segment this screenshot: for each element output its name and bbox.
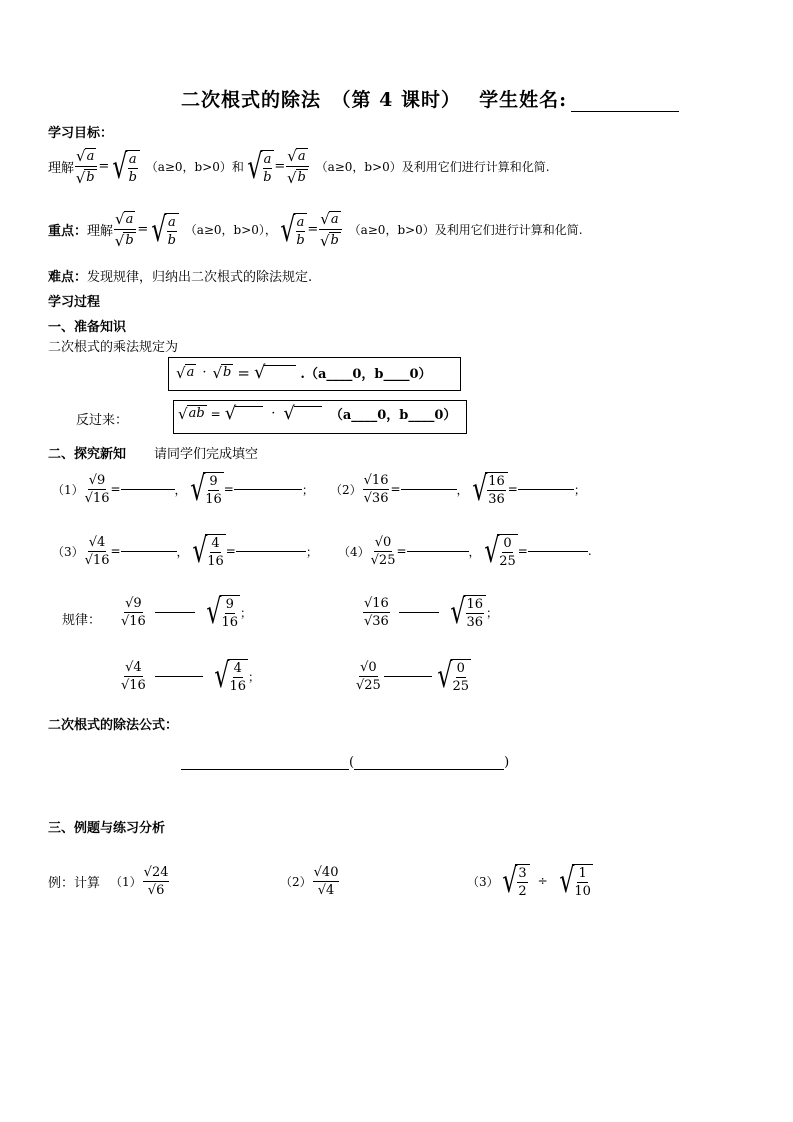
section2-instruction: 请同学们完成填空 bbox=[154, 447, 259, 462]
section2-heading: 二、探究新知 bbox=[48, 447, 127, 462]
section1-rule-intro: 二次根式的乘法规定为 bbox=[48, 340, 179, 355]
key-point-cond2: （a≥0，b>0）及利用它们进行计算和化简. bbox=[348, 223, 583, 238]
exercise-2: （2） $\frac{√16}{√36}$ = ， √ $\frac{16}{36}$ = ； bbox=[330, 469, 586, 509]
answer-blank[interactable] bbox=[121, 489, 175, 490]
sqrt-blank: √ bbox=[254, 364, 296, 382]
section2-header bbox=[48, 443, 258, 462]
section3-heading: 三、例题与练习分析 bbox=[48, 821, 166, 836]
objectives-heading: 学习目标： bbox=[48, 126, 114, 141]
objectives-line: 理解 √ a √ b = √ $\frac{a}{b}$ （a≥0，b>0）和 √ $\frac{a}{b}$ = √ a √ b （a≥0，b>0）及利用它们进行计算和化简. bbox=[48, 146, 550, 187]
section1-heading: 一、准备知识 bbox=[48, 320, 127, 335]
formula-sqrt-a-over-sqrt-b-2: √ a √ b bbox=[286, 148, 308, 186]
reverse-label: 反过来： bbox=[76, 413, 129, 428]
condition-blank[interactable] bbox=[354, 755, 504, 770]
example-1: 例：计算 （1） $\frac{√24}{√6}$ bbox=[48, 865, 169, 898]
sqrt-b: √ b bbox=[212, 363, 232, 382]
sqrt-a: √ a bbox=[176, 363, 195, 382]
sqrt-blank-1: √ bbox=[225, 405, 263, 423]
student-name-blank bbox=[571, 95, 679, 112]
pattern-1: $\frac{√9}{√16}$ √ $\frac{9}{16}$ ； bbox=[121, 592, 253, 632]
example-label: 例：计算 bbox=[48, 876, 101, 891]
key-point-understand: 理解 bbox=[87, 224, 114, 240]
answer-blank[interactable] bbox=[236, 551, 306, 552]
objectives-cond2: （a≥0，b>0）及利用它们进行计算和化简. bbox=[315, 160, 550, 175]
compare-blank[interactable] bbox=[155, 612, 195, 613]
key-formula-3: √ $\frac{a}{b}$ bbox=[277, 213, 307, 247]
pattern-4: $\frac{√0}{√25}$ √ $\frac{0}{25}$ bbox=[356, 656, 470, 696]
formula-blank[interactable] bbox=[181, 755, 349, 770]
objectives-cond1: （a≥0，b>0）和 bbox=[145, 160, 244, 175]
pattern-label: 规律： bbox=[62, 613, 102, 628]
formula-heading: 二次根式的除法公式： bbox=[48, 718, 179, 733]
answer-blank[interactable] bbox=[121, 551, 177, 552]
page-title bbox=[181, 85, 679, 112]
formula-sqrt-a-over-b-2: √ $\frac{a}{b}$ bbox=[244, 150, 274, 184]
answer-blank[interactable] bbox=[518, 489, 574, 490]
reverse-rule: √ ab = √ · √ （a____0，b____0） bbox=[178, 402, 457, 424]
answer-blank[interactable] bbox=[407, 551, 469, 552]
formula-sqrt-a-over-sqrt-b: √ a √ b bbox=[75, 148, 97, 186]
pattern-3: $\frac{√4}{√16}$ √ $\frac{4}{16}$ ； bbox=[121, 656, 261, 696]
page-title-text: 二次根式的除法 （第 4 课时） 学生姓名: bbox=[181, 89, 568, 111]
sqrt-ab: √ ab bbox=[178, 404, 205, 423]
answer-blank[interactable] bbox=[401, 489, 457, 490]
exercise-1: （1） $\frac{√9}{√16}$ = ， √ $\frac{9}{16}$ = ； bbox=[52, 469, 314, 509]
example-2: （2） $\frac{√40}{√4}$ bbox=[280, 865, 339, 898]
multiplication-rule: √ a · √ b = √ .（a____0，b____0） bbox=[176, 361, 432, 383]
exercise-3: （3） $\frac{√4}{√16}$ = ， √ $\frac{4}{16}$ = ； bbox=[52, 531, 318, 571]
exercise-4: （4） $\frac{√0}{√25}$ = ， √ $\frac{0}{25}$ = . bbox=[338, 531, 592, 571]
pattern-2: $\frac{√16}{√36}$ √ $\frac{16}{36}$ ； bbox=[364, 592, 499, 632]
box1-cond: .（a____0，b____0） bbox=[300, 367, 432, 382]
answer-blank[interactable] bbox=[234, 489, 302, 490]
difficulty-text: 发现规律，归纳出二次根式的除法规定. bbox=[87, 270, 313, 285]
process-heading: 学习过程 bbox=[48, 295, 101, 310]
compare-blank[interactable] bbox=[155, 676, 203, 677]
key-formula-1: √ a √ b bbox=[114, 211, 136, 249]
sqrt-blank-2: √ bbox=[283, 405, 321, 423]
answer-blank[interactable] bbox=[528, 551, 588, 552]
formula-blank-line: ( ) bbox=[181, 755, 509, 770]
key-point-label: 重点： bbox=[48, 224, 88, 240]
key-point-line: 重点： 理解 √ a √ b = √ $\frac{a}{b}$ （a≥0，b>0）， √ $\frac{a}{b}$ = √ a √ b （a≥0，b>0）及利用它们进行计算和化简. bbox=[48, 209, 583, 250]
formula-sqrt-a-over-b: √ $\frac{a}{b}$ bbox=[109, 150, 139, 184]
compare-blank[interactable] bbox=[384, 676, 432, 677]
example-3: （3） √ $\frac{3}{2}$ ÷ √ $\frac{1}{10}$ bbox=[467, 861, 591, 901]
compare-blank[interactable] bbox=[399, 612, 439, 613]
box2-cond: （a____0，b____0） bbox=[329, 408, 457, 423]
key-formula-4: √ a √ b bbox=[319, 211, 341, 249]
key-point-cond1: （a≥0，b>0）， bbox=[184, 223, 277, 238]
key-formula-2: √ $\frac{a}{b}$ bbox=[148, 213, 178, 247]
difficulty-line bbox=[48, 266, 312, 285]
objectives-understand: 理解 bbox=[48, 161, 75, 177]
difficulty-label: 难点： bbox=[48, 270, 88, 285]
